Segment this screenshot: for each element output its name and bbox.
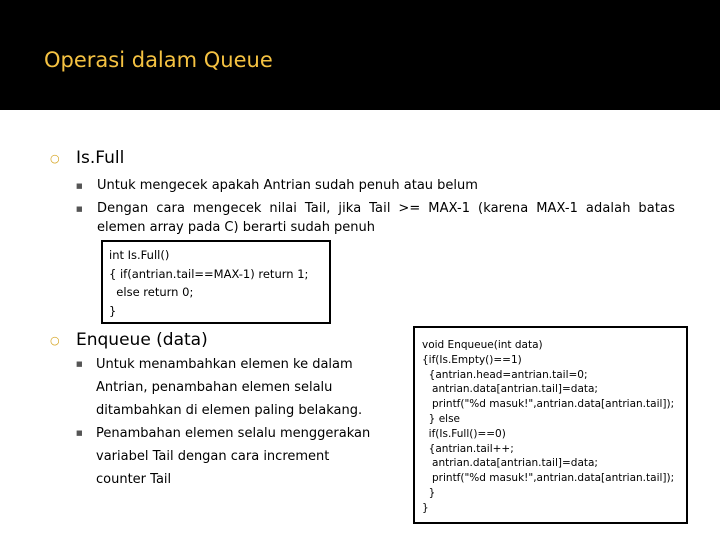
code-line: printf("%d masuk!",antrian.data[antrian.tail]); <box>422 398 675 411</box>
code-line: } <box>109 303 117 318</box>
code-line: } <box>422 501 429 514</box>
enqueue-bullet-line: Antrian, penambahan elemen selalu <box>96 380 333 395</box>
isfull-code <box>109 246 308 320</box>
code-line: if(Is.Full()==0) <box>422 427 506 440</box>
code-line: int Is.Full() <box>109 248 170 262</box>
code-line: } else <box>422 412 461 425</box>
isfull-bullet-1: Untuk mengecek apakah Antrian sudah penuh atau belum <box>97 178 478 193</box>
code-line: {if(Is.Empty()==1) <box>422 353 522 366</box>
section-heading-isfull: Is.Full <box>76 148 125 168</box>
enqueue-bullet-1 <box>96 353 362 422</box>
code-line: void Enqueue(int data) <box>422 339 543 351</box>
square-bullet-icon: ■ <box>76 429 83 437</box>
enqueue-code-box <box>413 326 688 524</box>
isfull-bullet-2: Dengan cara mengecek nilai Tail, jika Tail >= MAX-1 (karena MAX-1 adalah batas <box>97 201 675 216</box>
code-line: antrian.data[antrian.tail]=data; <box>422 383 598 396</box>
enqueue-bullet-line: ditambahkan di elemen paling belakang. <box>96 403 363 418</box>
isfull-bullet-2-cont: elemen array pada C) berarti sudah penuh <box>97 220 376 235</box>
code-line: else return 0; <box>109 285 194 299</box>
square-bullet-icon: ■ <box>76 205 83 213</box>
enqueue-bullet-line: Untuk menambahkan elemen ke dalam <box>96 357 353 372</box>
enqueue-bullet-line: variabel Tail dengan cara increment <box>96 449 330 464</box>
section-heading-enqueue: Enqueue (data) <box>76 330 208 350</box>
isfull-code-box <box>101 240 331 324</box>
code-line: {antrian.tail++; <box>422 442 514 455</box>
enqueue-bullet-line: Penambahan elemen selalu menggerakan <box>96 426 371 441</box>
ring-bullet-icon: ○ <box>50 152 60 165</box>
code-line: { if(antrian.tail==MAX-1) return 1; <box>109 266 309 281</box>
ring-bullet-icon: ○ <box>50 334 60 347</box>
enqueue-bullet-line: counter Tail <box>96 472 172 487</box>
code-line: {antrian.head=antrian.tail=0; <box>422 368 588 381</box>
code-line: } <box>422 486 436 499</box>
enqueue-code <box>422 338 674 516</box>
code-line: printf("%d masuk!",antrian.data[antrian.tail]); <box>422 472 675 485</box>
square-bullet-icon: ■ <box>76 182 83 190</box>
enqueue-bullet-2 <box>96 422 370 491</box>
square-bullet-icon: ■ <box>76 360 83 368</box>
slide-title: Operasi dalam Queue <box>44 48 273 72</box>
code-line: antrian.data[antrian.tail]=data; <box>422 457 598 470</box>
title-bar <box>0 0 720 110</box>
